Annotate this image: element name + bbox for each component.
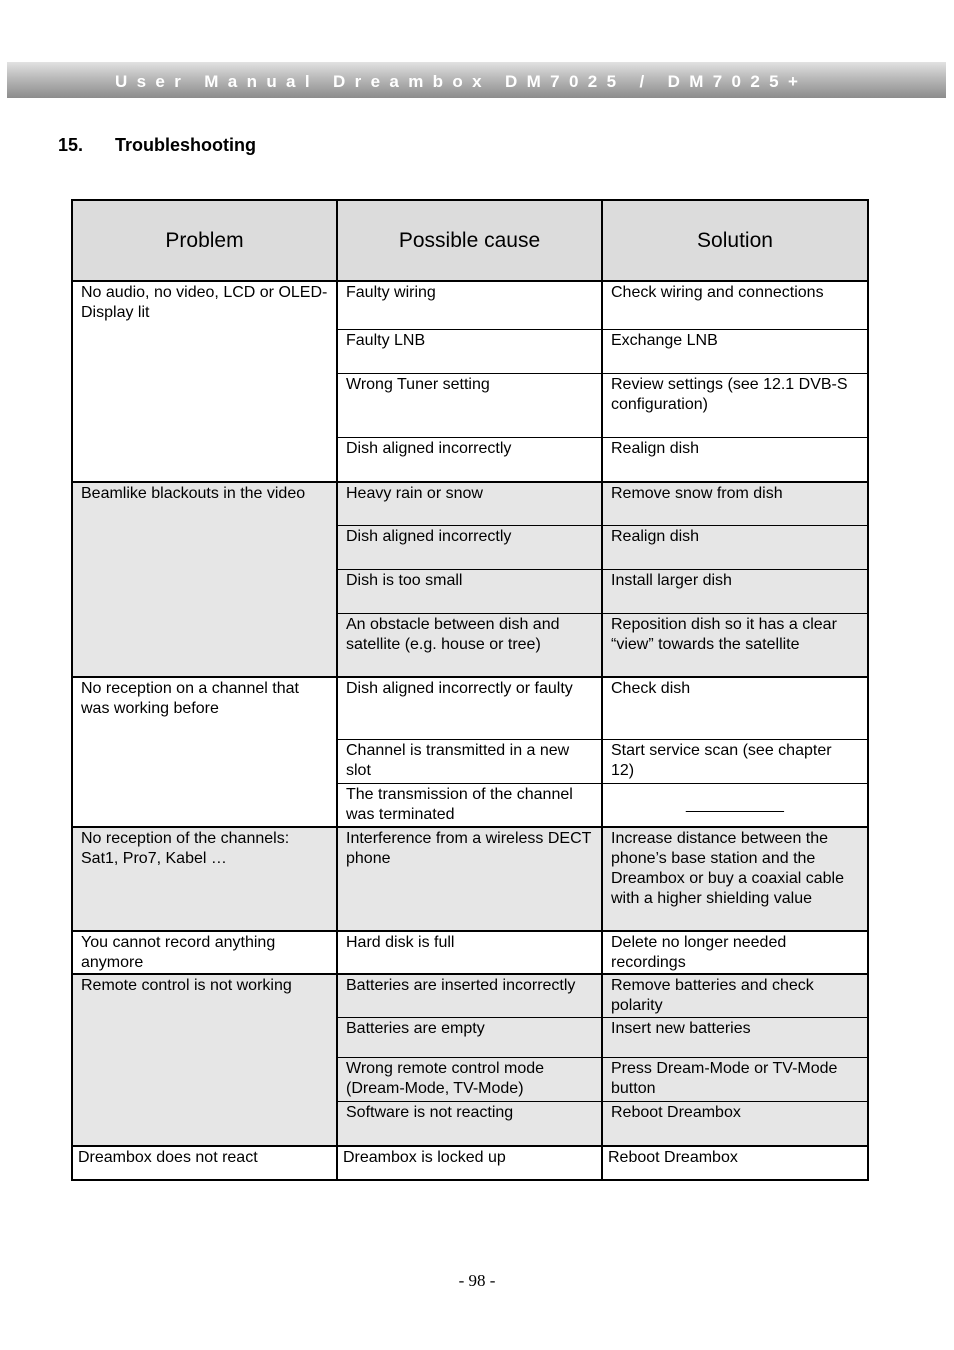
table-row <box>72 677 868 739</box>
problem-cell: No audio, no video, LCD or OLED-Display lit <box>72 281 337 482</box>
cause-cell: Dish aligned incorrectly <box>337 525 602 569</box>
header-possible-cause: Possible cause <box>337 200 602 281</box>
table-row <box>72 482 868 525</box>
cause-cell: Dish is too small <box>337 569 602 613</box>
solution-cell: Install larger dish <box>602 569 868 613</box>
table-group <box>72 677 868 827</box>
cause-cell: Channel is transmitted in a new slot <box>337 739 602 783</box>
problem-cell: Dreambox does not react <box>72 1146 337 1180</box>
cause-cell: Faulty LNB <box>337 329 602 373</box>
table-group <box>72 974 868 1146</box>
table-group <box>72 1146 868 1180</box>
table-row <box>72 281 868 329</box>
section-title: Troubleshooting <box>115 135 256 155</box>
header-problem: Problem <box>72 200 337 281</box>
solution-cell: Realign dish <box>602 437 868 482</box>
problem-cell: Beamlike blackouts in the video <box>72 482 337 677</box>
solution-cell: Check dish <box>602 677 868 739</box>
solution-cell: Remove snow from dish <box>602 482 868 525</box>
solution-cell: Reposition dish so it has a clear “view” towards the satellite <box>602 613 868 677</box>
solution-cell-blank-line: ___________ <box>602 783 868 827</box>
problem-cell: No reception on a channel that was working before <box>72 677 337 827</box>
solution-cell: Review settings (see 12.1 DVB-S configuration) <box>602 373 868 437</box>
solution-cell: Start service scan (see chapter 12) <box>602 739 868 783</box>
section-heading <box>58 135 256 156</box>
solution-cell: Check wiring and connections <box>602 281 868 329</box>
table-group <box>72 827 868 931</box>
problem-cell: Remote control is not working <box>72 974 337 1146</box>
cause-cell: Batteries are empty <box>337 1017 602 1057</box>
cause-cell: An obstacle between dish and satellite (e.g. house or tree) <box>337 613 602 677</box>
table-row <box>72 827 868 931</box>
problem-cell: You cannot record anything anymore <box>72 931 337 974</box>
cause-cell: Interference from a wireless DECT phone <box>337 827 602 931</box>
solution-cell: Press Dream-Mode or TV-Mode button <box>602 1057 868 1101</box>
cause-cell: Faulty wiring <box>337 281 602 329</box>
section-number: 15. <box>58 135 84 155</box>
header-title: User Manual Dreambox DM7025 / DM7025+ <box>115 72 808 91</box>
page-number: - 98 - <box>458 1271 496 1290</box>
solution-cell: Reboot Dreambox <box>602 1101 868 1146</box>
solution-cell: Realign dish <box>602 525 868 569</box>
table-header-row <box>72 200 868 281</box>
cause-cell: The transmission of the channel was terminated <box>337 783 602 827</box>
table-group <box>72 281 868 482</box>
cause-cell: Heavy rain or snow <box>337 482 602 525</box>
cause-cell: Software is not reacting <box>337 1101 602 1146</box>
table-row <box>72 974 868 1017</box>
solution-cell: Delete no longer needed recordings <box>602 931 868 974</box>
problem-cell: No reception of the channels: Sat1, Pro7, Kabel … <box>72 827 337 931</box>
solution-cell: Reboot Dreambox <box>602 1146 868 1180</box>
cause-cell: Wrong remote control mode (Dream-Mode, TV-Mode) <box>337 1057 602 1101</box>
table-row <box>72 1146 868 1180</box>
solution-cell: Insert new batteries <box>602 1017 868 1057</box>
cause-cell: Dish aligned incorrectly <box>337 437 602 482</box>
cause-cell: Wrong Tuner setting <box>337 373 602 437</box>
table-group <box>72 931 868 974</box>
cause-cell: Hard disk is full <box>337 931 602 974</box>
header-solution: Solution <box>602 200 868 281</box>
cause-cell: Dish aligned incorrectly or faulty <box>337 677 602 739</box>
solution-cell: Exchange LNB <box>602 329 868 373</box>
troubleshooting-table <box>71 199 869 1181</box>
table-group <box>72 482 868 677</box>
table-row <box>72 931 868 974</box>
cause-cell: Batteries are inserted incorrectly <box>337 974 602 1017</box>
solution-cell: Remove batteries and check polarity <box>602 974 868 1017</box>
cause-cell: Dreambox is locked up <box>337 1146 602 1180</box>
solution-cell: Increase distance between the phone’s base station and the Dreambox or buy a coaxial cable with a higher shielding value <box>602 827 868 931</box>
